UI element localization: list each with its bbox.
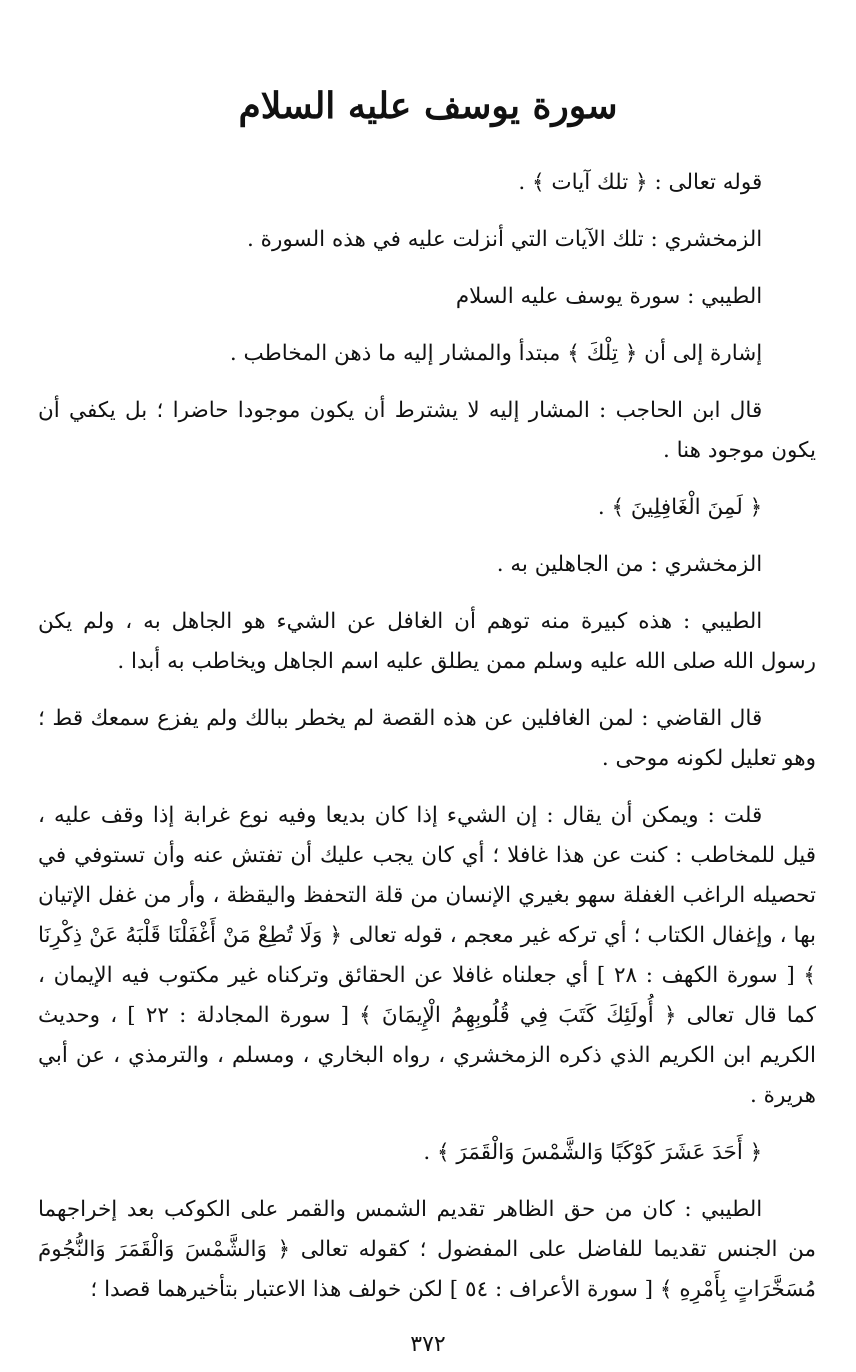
paragraph: قال القاضي : لمن الغافلين عن هذه القصة لم يخطر ببالك ولم يفزع سمعك قط ؛ وهو تعليل لكونه موحى . bbox=[38, 706, 816, 771]
paragraph: إشارة إلى أن ﴿ تِلْكَ ﴾ مبتدأ والمشار إليه ما ذهن المخاطب . bbox=[229, 341, 763, 366]
paragraph: قلت : ويمكن أن يقال : إن الشيء إذا كان بديعا وفيه نوع غرابة إذا وقف عليه ، قيل للمخاطب : كنت عن هذا غافلا ؛ أي كان يجب عليك أن تفتش عنه وأن تستوفي في تحصيله الراغب الغفلة سهو بغيري الإنسان من قلة التحفظ واليقظة ، وأر من غفل الإتيان بها ، وإغفال الكتاب ؛ أي تركه غير معجم ، قوله تعالى ﴿ وَلَا تُطِعْ مَنْ أَغْفَلْنَا قَلْبَهُ عَنْ ذِكْرِنَا ﴾ [ سورة الكهف : ٢٨ ] أي جعلناه غافلا عن الحقائق وتركناه غير مكتوب فيه الإيمان ، كما قال تعالى ﴿ أُولَئِكَ كَتَبَ فِي قُلُوبِهِمُ الْإِيمَانَ ﴾ [ سورة المجادلة : ٢٢ ] ، وحديث الكريم ابن الكريم الذي ذكره الزمخشري ، رواه البخاري ، ومسلم ، والترمذي ، عن أبي هريرة . bbox=[38, 803, 816, 1108]
paragraph: الزمخشري : تلك الآيات التي أنزلت عليه في هذه السورة . bbox=[247, 227, 763, 252]
page-number: ٣٧٢ bbox=[410, 1332, 446, 1357]
paragraph: الطيبي : هذه كبيرة منه توهم أن الغافل عن الشيء هو الجاهل به ، ولم يكن رسول الله صلى الله عليه وسلم ممن يطلق عليه اسم الجاهل ويخاطب به أبدا . bbox=[38, 609, 816, 674]
paragraph: ﴿ أَحَدَ عَشَرَ كَوْكَبًا وَالشَّمْسَ وَالْقَمَرَ ﴾ . bbox=[423, 1140, 763, 1165]
paragraph: ﴿ لَمِنَ الْغَافِلِينَ ﴾ . bbox=[597, 495, 763, 520]
paragraph: قال ابن الحاجب : المشار إليه لا يشترط أن يكون موجودا حاضرا ؛ بل يكفي أن يكون موجود هنا . bbox=[38, 398, 816, 463]
paragraph: الزمخشري : من الجاهلين به . bbox=[496, 552, 763, 577]
page-title: سورة يوسف عليه السلام bbox=[238, 85, 618, 127]
paragraph: الطيبي : كان من حق الظاهر تقديم الشمس والقمر على الكوكب بعد إخراجهما من الجنس تقديما للفاضل على المفضول ؛ كقوله تعالى ﴿ وَالشَّمْسَ وَالْقَمَرَ وَالنُّجُومَ مُسَخَّرَاتٍ بِأَمْرِهِ ﴾ [ سورة الأعراف : ٥٤ ] لكن خولف هذا الاعتبار بتأخيرهما قصدا ؛ bbox=[38, 1197, 816, 1302]
paragraph: قوله تعالى : ﴿ تلك آيات ﴾ . bbox=[518, 170, 763, 195]
page-body bbox=[38, 163, 816, 1327]
paragraph: الطيبي : سورة يوسف عليه السلام bbox=[455, 284, 763, 309]
